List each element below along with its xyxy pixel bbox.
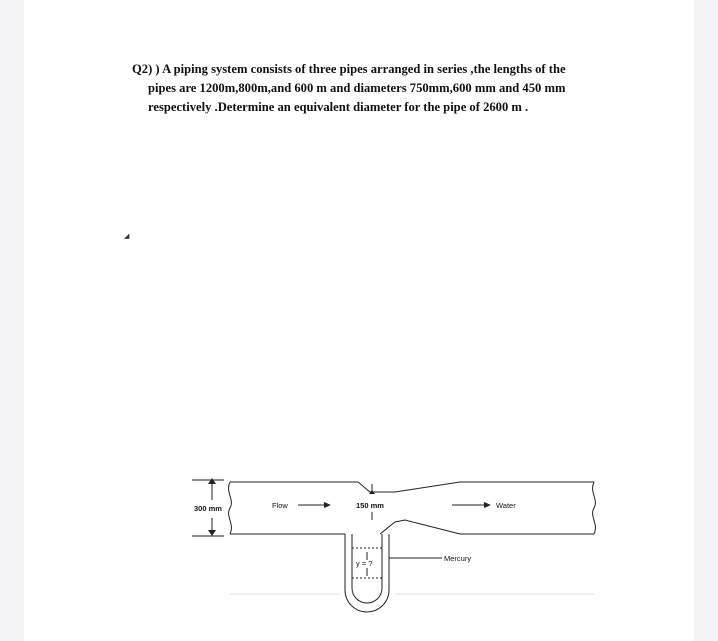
venturi-meter-figure xyxy=(190,470,610,620)
pipe-bottom-wall-venturi xyxy=(380,520,594,534)
question-line-3: respectively .Determine an equivalent diameter for the pipe of 2600 m . xyxy=(148,100,529,114)
mercury-label: Mercury xyxy=(444,554,472,563)
pipe-top-wall-venturi xyxy=(358,482,594,492)
flow-arrow-head xyxy=(324,502,331,508)
water-arrow-head xyxy=(484,502,491,508)
reading-label: y = ? xyxy=(356,559,373,568)
pipe-right-break xyxy=(593,482,596,534)
throat-label: 150 mm xyxy=(356,501,384,510)
dim-arrow-up xyxy=(208,478,216,484)
stray-mark: ◢ xyxy=(124,232,130,240)
question-line-2: pipes are 1200m,800m,and 600 m and diameters 750mm,600 mm and 450 mm xyxy=(148,81,566,95)
question-line-1: Q2) ) A piping system consists of three pipes arranged in series ,the lengths of the xyxy=(132,62,566,76)
pipe-diameter-label: 300 mm xyxy=(194,504,222,513)
dim-arrow-down xyxy=(208,530,216,536)
flow-label: Flow xyxy=(272,501,288,510)
pipe-left-break xyxy=(229,482,232,534)
water-label: Water xyxy=(496,501,516,510)
question-text xyxy=(132,60,642,117)
